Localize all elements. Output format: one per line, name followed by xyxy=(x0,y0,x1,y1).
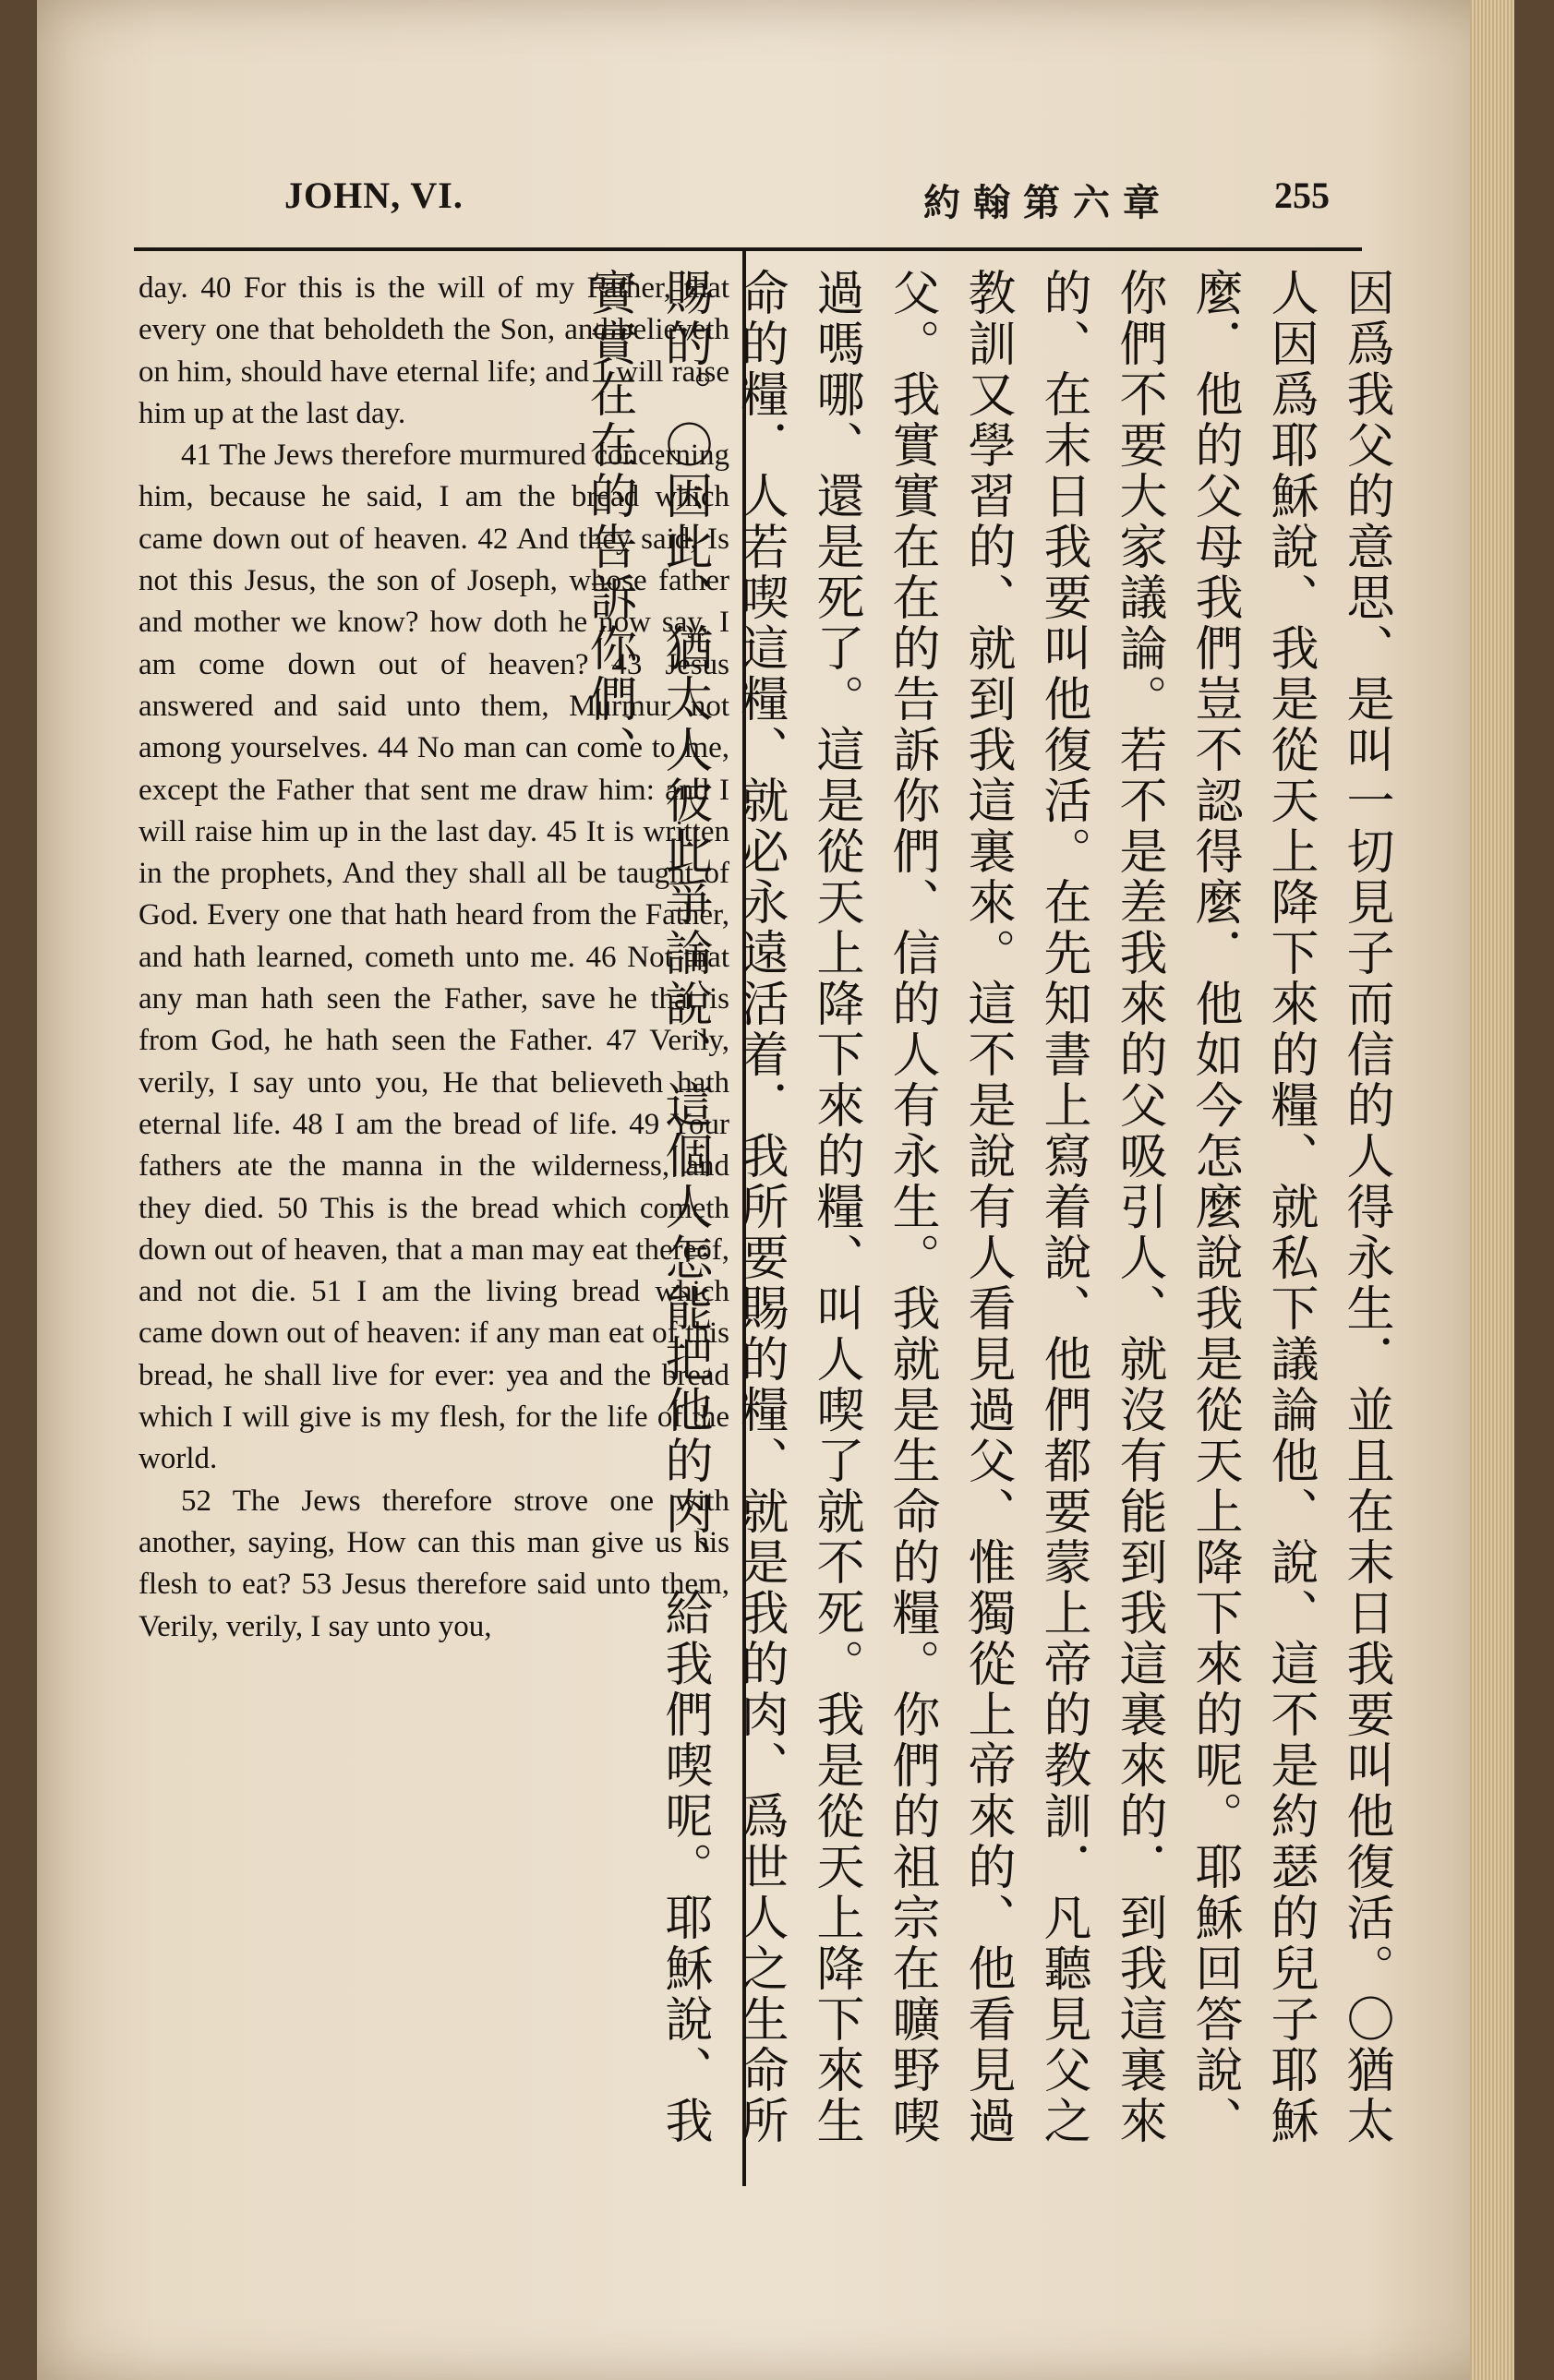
chinese-column xyxy=(581,268,1403,2170)
page-edges xyxy=(1470,0,1514,2380)
page-header xyxy=(37,174,1514,229)
english-paragraph: 41 The Jews therefore murmured concerning him, because he said, I am the bread which came down out of heaven. 42 And they said, Is not this Jesus, the son of Joseph, whose father and mother we know? how doth he now say, I am come down out of heaven? 43 Jesus answered and said unto them, Murmur not among yourselves. 44 No man can come to me, except the Father that sent me draw him: and I will raise him up in the last day. 45 It is written in the prophets, And they shall all be taught of God. Every one that hath heard from the Father, and hath learned, cometh unto me. 46 Not that any man hath seen the Father, save he that is from God, he hath seen the Father. 47 Verily, verily, I say unto you, He that believeth hath eternal life. 48 I am the bread of life. 49 Your fathers ate the manna in the wilderness, and they died. 50 This is the bread which cometh down out of heaven, that a man may eat thereof, and not die. 51 I am the living bread which came down out of heaven: if any man eat of this bread, he shall live for ever: yea and the bread which I will give is my flesh, for the life of the world. xyxy=(139,439,729,1476)
english-paragraph: day. 40 For this is the will of my Father, that every one that beholdeth the Son, and believeth on him, should have eternal life; and I will raise him up at the last day. xyxy=(139,271,729,430)
book-page xyxy=(37,0,1514,2380)
page-number: 255 xyxy=(1274,174,1330,216)
header-title-chinese: 約翰第六章 xyxy=(923,182,1173,223)
chinese-text: 因爲我父的意思、是叫一切見子而信的人得永生．並且在末日我要叫他復活。〇猶太人因爲耶穌說、我是從天上降下來的糧、就私下議論他、說、這不是約瑟的兒子耶穌麼．他的父母我們豈不認得麼．他如今怎麼說我是從天上降下來的呢。耶穌回答說、你們不要大家議論。若不是差我來的父吸引人、就沒有能到我這裏來的．到我這裏來的、在末日我要叫他復活。在先知書上寫着說、他們都要蒙上帝的教訓．凡聽見父之教訓又學習的、就到我這裏來。這不是說有人看見過父、惟獨從上帝來的、他看見過父。我實實在在的告訴你們、信的人有永生。我就是生命的糧。你們的祖宗在曠野喫過嗎哪、還是死了。這是從天上降下來的糧、叫人喫了就不死。我是從天上降下來生命的糧．人若喫這糧、就必永遠活着．我所要賜的糧、就是我的肉、爲世人之生命所賜的。〇因此、猶太人彼此爭論說、這個人怎能把他的肉、給我們喫呢。耶穌說、我實實在在的告訴你們、 xyxy=(581,268,1393,2146)
english-paragraph: 52 The Jews therefore strove one with another, saying, How can this man give us his flesh to eat? 53 Jesus therefore said unto them, Verily, verily, I say unto you, xyxy=(139,1484,729,1643)
header-rule xyxy=(134,247,1362,251)
header-title-english: JOHN, VI. xyxy=(284,174,464,216)
